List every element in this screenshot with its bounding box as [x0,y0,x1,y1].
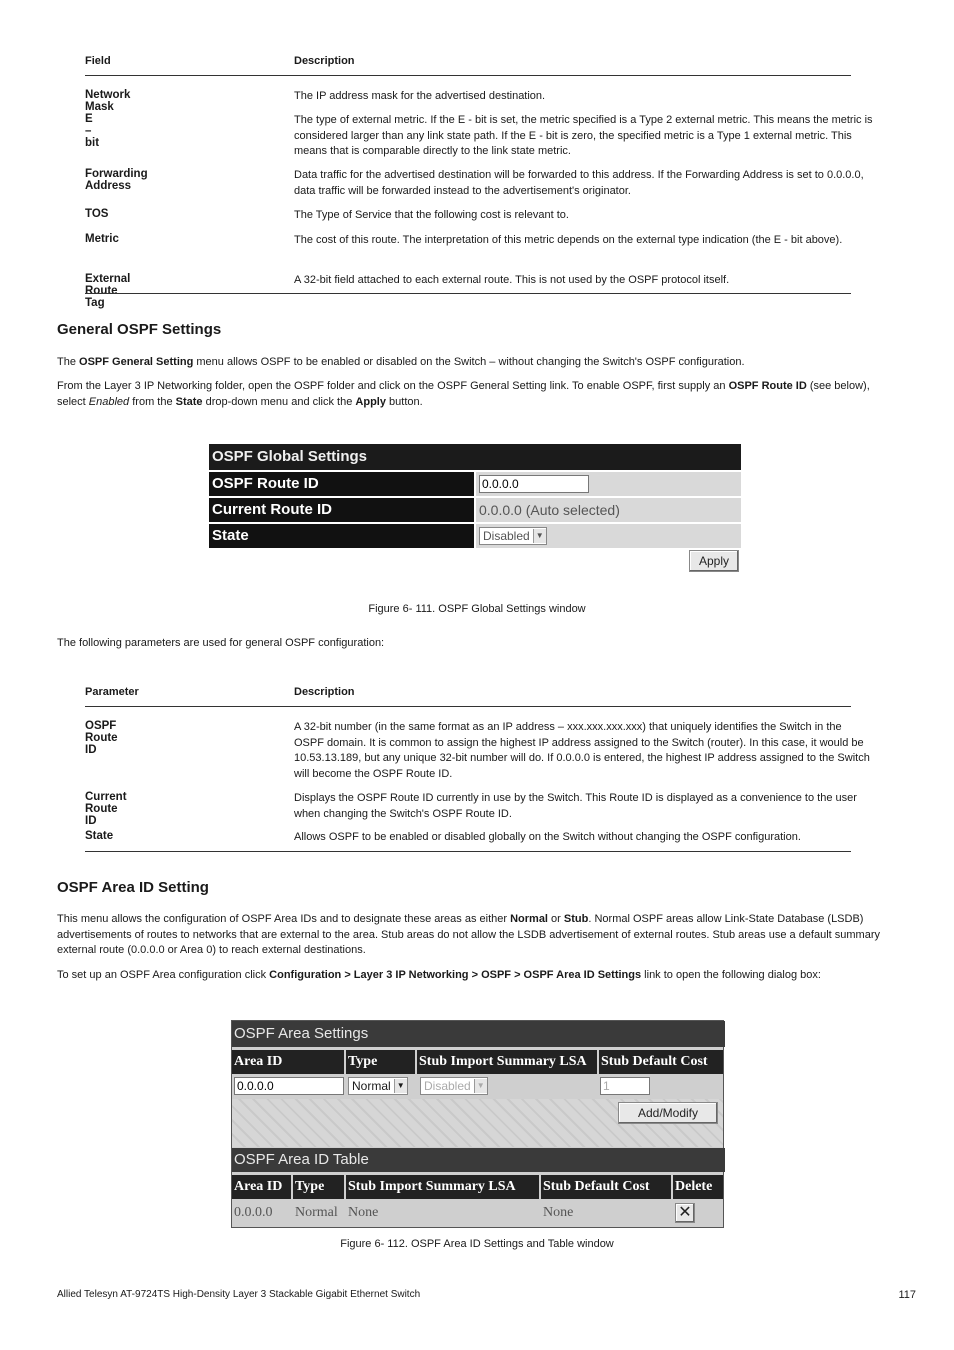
field-description: Data traffic for the advertised destination will be forwarded to this address. If the Forwarding Address is set to 0.0.0.0, data traffic will be forwarded instead to the advertisement's originator. [294,169,864,197]
table-col-area-id: Area ID [232,1175,291,1199]
table-col-stub-import: Stub Import Summary LSA [346,1175,539,1199]
stub-import-select[interactable] [420,1077,488,1095]
table-col-type: Type [293,1175,344,1199]
table-col-stub-cost: Stub Default Cost [541,1175,671,1199]
param-description: Displays the OSPF Route ID currently in use by the Switch. This Route ID is displayed as a convenience to the user when changing the Switch's OSPF Route ID. [294,792,857,820]
param-name: Current Route ID [85,791,127,827]
area-table-title: OSPF Area ID Table [232,1148,725,1172]
field-name: TOS [85,208,109,220]
table-header [85,686,851,707]
route-id-row [209,472,741,496]
table-bottom-rule [85,851,851,852]
window-title: OSPF Global Settings [209,444,741,470]
chevron-down-icon: ▼ [394,1079,407,1093]
stub-cost-input[interactable] [600,1077,650,1095]
field-name: External Route Tag [85,273,131,309]
state-cell [476,524,741,548]
ospf-global-settings-window [209,444,741,568]
col-type: Type [346,1050,415,1074]
figure-caption: Figure 6- 111. OSPF Global Settings window [368,603,586,615]
type-select-value: Normal [352,1079,391,1093]
table-bottom-rule [85,293,851,294]
area-settings-title: OSPF Area Settings [232,1021,725,1047]
route-id-input[interactable] [479,475,589,493]
state-row [209,524,741,548]
param-description: Allows OSPF to be enabled or disabled globally on the Switch without changing the OSPF configuration. [294,831,801,843]
header-parameter: Parameter [85,686,139,698]
route-id-label: OSPF Route ID [209,472,474,496]
page-number: 117 [898,1289,916,1301]
row-area-id: 0.0.0.0 [234,1205,273,1220]
field-name: Network Mask [85,89,131,113]
row-stub-import: None [348,1205,379,1220]
stub-import-select-value: Disabled [424,1079,471,1093]
col-area-id: Area ID [232,1050,344,1074]
field-description: The Type of Service that the following cost is relevant to. [294,209,569,221]
current-route-id-row [209,498,741,522]
state-select[interactable] [479,527,547,545]
apply-button[interactable]: Apply [689,550,739,572]
field-description: A 32-bit field attached to each external route. This is not used by the OSPF protocol itself. [294,274,730,286]
param-name: State [85,830,114,842]
type-select[interactable] [348,1077,408,1095]
table-header [85,55,851,76]
col-stub-import: Stub Import Summary LSA [417,1050,597,1074]
chevron-down-icon: ▼ [533,529,546,543]
current-route-id-value: 0.0.0.0 (Auto selected) [476,498,741,522]
paragraph: The OSPF General Setting menu allows OSPF to be enabled or disabled on the Switch – without changing the Switch's OSPF configuration. [57,356,745,368]
field-description: The IP address mask for the advertised destination. [294,90,546,102]
paragraph: To set up an OSPF Area configuration click Configuration > Layer 3 IP Networking > OSPF > OSPF Area ID Settings link to open the following dialog box: [57,969,821,981]
field-description: The cost of this route. The interpretation of this metric depends on the external type indication (the E - bit above). [294,234,843,246]
header-description: Description [294,686,355,698]
state-select-value: Disabled [483,529,530,543]
header-field: Field [85,55,111,67]
paragraph: From the Layer 3 IP Networking folder, open the OSPF folder and click on the OSPF General Setting link. To enable OSPF, first supply an OSPF Route ID (see below), select Enabled from the State drop-down menu and click the Apply button. [57,380,870,408]
paragraph: The following parameters are used for general OSPF configuration: [57,637,385,649]
row-stub-cost: None [543,1205,574,1220]
param-description: A 32-bit number (in the same format as an IP address – xxx.xxx.xxx.xxx) that uniquely identifies the Switch in the OSPF domain. It is common to assign the highest IP address assigned to the Switch (router). In this case, it would be 10.53.13.189, but any unique 32-bit number will do. If 0.0.0.0 is entered, the highest IP address assigned to the Switch will become the OSPF Route ID. [294,721,870,780]
field-description: The type of external metric. If the E - bit is set, the metric specified is a Type 2 external metric. This means the metric is considered larger than any link state path. If the E - bit is zero, the specified metric is a Type 1 external metric. This means that is comparable directly to the link state metric. [294,114,873,157]
row-type: Normal [295,1205,338,1220]
param-name: OSPF Route ID [85,720,118,756]
field-table [85,55,873,309]
ospf-area-settings-window [231,1020,724,1228]
table-col-delete: Delete [673,1175,723,1199]
section-heading-ospf-area: OSPF Area ID Setting [57,879,209,896]
state-label: State [209,524,474,548]
header-description: Description [294,55,355,67]
delete-icon[interactable]: ✕ [675,1203,695,1223]
current-route-id-label: Current Route ID [209,498,474,522]
col-stub-cost: Stub Default Cost [599,1050,723,1074]
chevron-down-icon: ▼ [474,1079,487,1093]
footer-product: Allied Telesyn AT-9724TS High-Density Layer 3 Stackable Gigabit Ethernet Switch [57,1289,421,1300]
route-id-cell [476,472,741,496]
area-id-input[interactable] [234,1077,344,1095]
parameter-table [85,686,870,843]
field-name: Metric [85,233,119,245]
field-name: E – bit [85,113,100,149]
paragraph: This menu allows the configuration of OSPF Area IDs and to designate these areas as either Normal or Stub. Normal OSPF areas allow Link-State Database (LSDB) advertisements of routes to networks that are external to the area. Stub areas do not allow the LSDB advertisement of external routes. Stub areas use a default summary external route (0.0.0.0 or Area 0) to reach external destinations. [57,913,880,956]
field-name: Forwarding Address [85,168,148,192]
section-heading-general-ospf: General OSPF Settings [57,321,222,338]
figure-caption: Figure 6- 112. OSPF Area ID Settings and Table window [340,1238,614,1250]
add-modify-button[interactable]: Add/Modify [618,1102,718,1124]
